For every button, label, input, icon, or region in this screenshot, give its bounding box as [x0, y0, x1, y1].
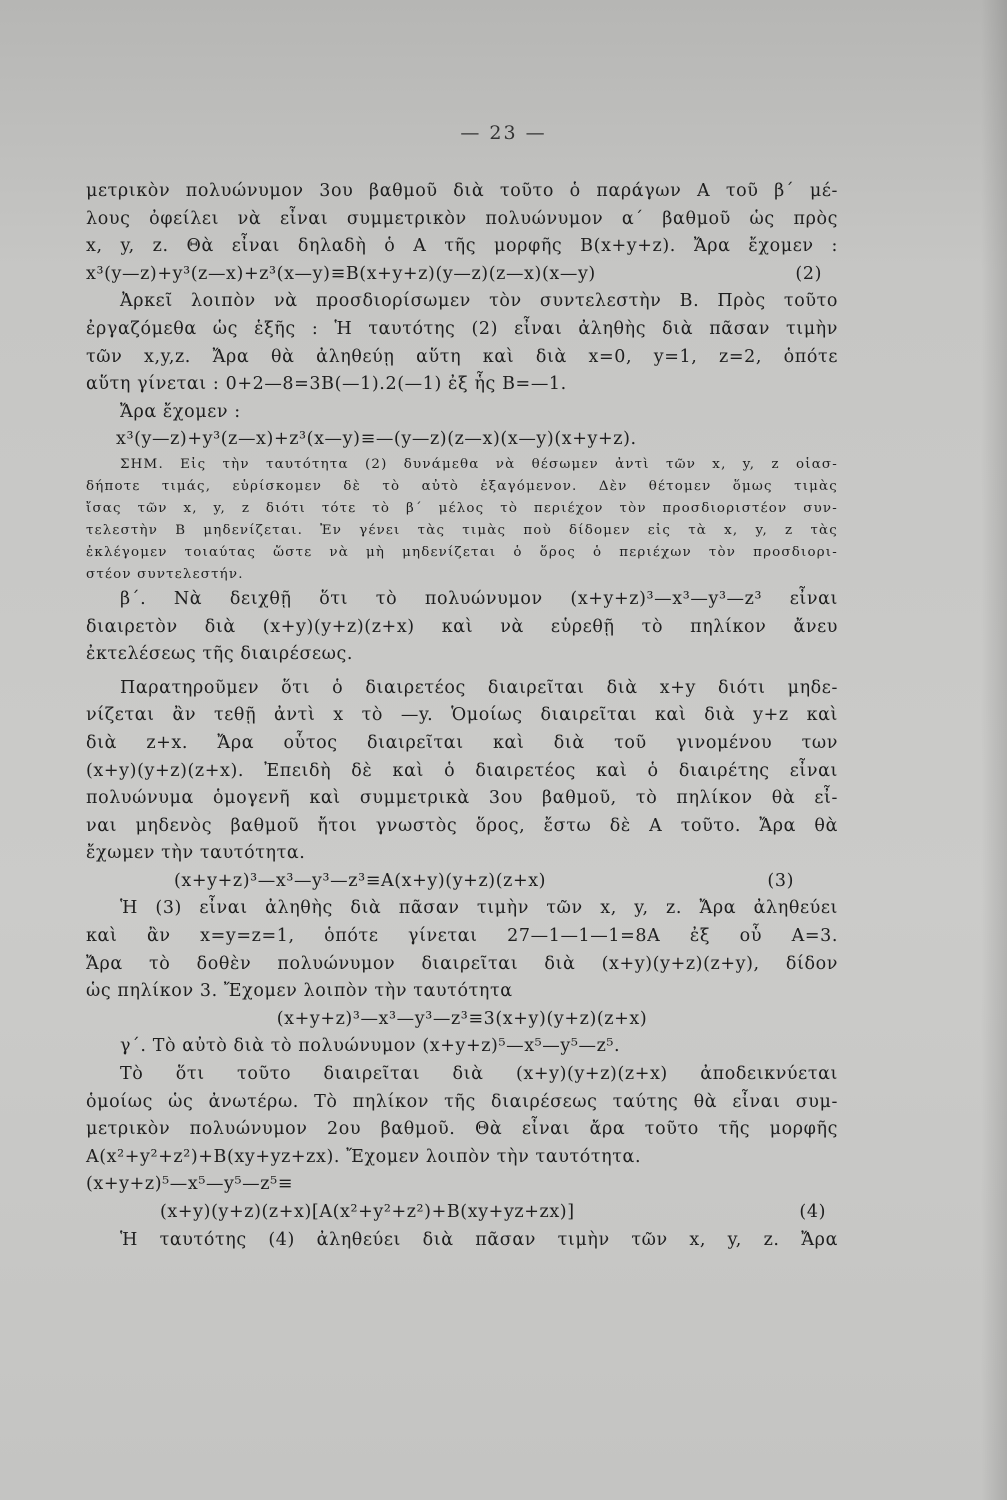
text-line: μετρικὸν πολυώνυμον 2ου βαθμοῦ. Θὰ εἶναι ἄρα τοῦτο τῆς μορφῆς	[86, 1119, 838, 1140]
page-edge-shadow	[981, 0, 1007, 1500]
problem-beta	[86, 586, 838, 669]
text-line: ὁμοίως ὡς ἀνωτέρω. Τὸ πηλίκον τῆς διαιρέσεως ταύτης θὰ εἶναι συμ-	[86, 1091, 838, 1112]
page-body	[86, 178, 838, 1254]
text-line: ἐργαζόμεθα ὡς ἑξῆς : Ἡ ταυτότης (2) εἶναι ἀληθὴς διὰ πᾶσαν τιμὴν	[86, 318, 838, 339]
text-line: Ἄρα τὸ δοθὲν πολυώνυμον διαιρεῖται διὰ (x+y)(y+z)(z+y), δίδον	[86, 953, 838, 974]
note-line: δήποτε τιμάς, εὑρίσκομεν δὲ τὸ αὐτὸ ἐξαγόμενον. Δὲν θέτομεν ὅμως τιμὰς	[86, 478, 838, 494]
text-line: αὕτη γίνεται : 0+2—8=3Β(—1).2(—1) ἐξ ἧς Β=—1.	[86, 374, 567, 395]
text-line: ὡς πηλίκον 3. Ἔχομεν λοιπὸν τὴν ταυτότητα	[86, 981, 513, 1002]
equation-result: x³(y—z)+y³(z—x)+z³(x—y)≡—(y—z)(z—x)(x—y)(x+y+z).	[116, 429, 637, 450]
equation-number: (2)	[795, 263, 822, 284]
text-line: ἐκτελέσεως τῆς διαιρέσεως.	[86, 644, 354, 665]
equation-expression: x³(y—z)+y³(z—x)+z³(x—y)≡Β(x+y+z)(y—z)(z—x)(x—y)	[86, 263, 596, 284]
paragraph	[86, 895, 838, 1005]
text-line: λους ὀφείλει νὰ εἶναι συμμετρικὸν πολυώνυμον α΄ βαθμοῦ ὡς πρὸς	[86, 208, 838, 229]
equation-expression: (x+y)(y+z)(z+x)[Α(x²+y²+z²)+Β(xy+yz+zx)]	[160, 1202, 575, 1222]
text-line: β΄. Νὰ δειχθῇ ὅτι τὸ πολυώνυμον (x+y+z)³—x³—y³—z³ εἶναι	[120, 588, 838, 609]
page-number: — 23 —	[460, 122, 547, 144]
paragraph	[86, 1061, 838, 1171]
text-line: μετρικὸν πολυώνυμον 3ου βαθμοῦ διὰ τοῦτο ὁ παράγων Α τοῦ β΄ μέ-	[86, 181, 838, 201]
paragraph	[86, 178, 838, 261]
equation-3	[86, 868, 838, 896]
text-line: διὰ z+x. Ἄρα οὗτος διαιρεῖται καὶ διὰ τοῦ γινομένου των	[86, 732, 838, 753]
equation-4	[86, 1199, 838, 1227]
text-line: διαιρετὸν διὰ (x+y)(y+z)(z+x) καὶ νὰ εὑρεθῇ τὸ πηλίκον ἄνευ	[86, 616, 838, 637]
footnote-remark	[86, 454, 838, 586]
equation-number: (3)	[767, 870, 794, 891]
equation-identity: (x+y+z)³—x³—y³—z³≡3(x+y)(y+z)(z+x)	[276, 1008, 648, 1029]
text-line: καὶ ἂν x=y=z=1, ὁπότε γίνεται 27—1—1—1=8Α ἐξ οὗ Α=3.	[86, 926, 838, 947]
note-line: τελεστὴν Β μηδενίζεται. Ἐν γένει τὰς τιμὰς ποὺ δίδομεν εἰς τὰ x, y, z τὰς	[86, 522, 838, 538]
text-line: Τὸ ὅτι τοῦτο διαιρεῖται διὰ (x+y)(y+z)(z+x) ἀποδεικνύεται	[120, 1064, 838, 1085]
text-line: πολυώνυμα ὁμογενῆ καὶ συμμετρικὰ 3ου βαθμοῦ, τὸ πηλίκον θὰ εἶ-	[86, 788, 838, 809]
text-line: νίζεται ἂν τεθῇ ἀντὶ x τὸ —y. Ὁμοίως διαιρεῖται καὶ διὰ y+z καὶ	[86, 705, 838, 726]
note-line: στέον συντελεστήν.	[86, 566, 244, 582]
paragraph	[86, 288, 838, 398]
note-line: ἐκλέγομεν τοιαύτας ὥστε νὰ μὴ μηδενίζεται ὁ ὅρος ὁ περιέχων τὸν προσδιορι-	[86, 544, 838, 560]
note-line: ἴσας τῶν x, y, z διότι τότε τὸ β΄ μέλος τὸ περιέχον τὸν προσδιοριστέον συν-	[86, 500, 838, 516]
text-line: ναι μηδενὸς βαθμοῦ ἤτοι γνωστὸς ὅρος, ἔστω δὲ Α τοῦτο. Ἄρα θὰ	[86, 815, 838, 836]
text-line: ἔχωμεν τὴν ταυτότητα.	[86, 843, 306, 864]
text-line: Ἡ (3) εἶναι ἀληθὴς διὰ πᾶσαν τιμὴν τῶν x, y, z. Ἄρα ἀληθεύει	[120, 898, 838, 919]
equation-4-lhs: (x+y+z)⁵—x⁵—y⁵—z⁵≡	[86, 1174, 293, 1195]
equation-number: (4)	[799, 1202, 826, 1222]
problem-gamma: γ΄. Τὸ αὐτὸ διὰ τὸ πολυώνυμον (x+y+z)⁵—x⁵—y⁵—z⁵.	[120, 1036, 621, 1057]
text-line: (x+y)(y+z)(z+x). Ἐπειδὴ δὲ καὶ ὁ διαιρετέος καὶ ὁ διαιρέτης εἶναι	[86, 760, 838, 781]
text-line: τῶν x,y,z. Ἄρα θὰ ἀληθεύῃ αὕτη καὶ διὰ x=0, y=1, z=2, ὁπότε	[86, 346, 838, 367]
text-line: Ἀρκεῖ λοιπὸν νὰ προσδιορίσωμεν τὸν συντελεστὴν Β. Πρὸς τοῦτο	[120, 291, 838, 312]
text-line: Ἡ ταυτότης (4) ἀληθεύει διὰ πᾶσαν τιμὴν τῶν x, y, z. Ἄρα	[120, 1229, 838, 1250]
text-line: Α(x²+y²+z²)+Β(xy+yz+zx). Ἔχομεν λοιπὸν τὴν ταυτότητα.	[86, 1146, 642, 1167]
note-line: ΣΗΜ. Εἰς τὴν ταυτότητα (2) δυνάμεθα νὰ θέσωμεν ἀντὶ τῶν x, y, z οἱασ-	[120, 456, 838, 472]
equation-expression: (x+y+z)³—x³—y³—z³≡Α(x+y)(y+z)(z+x)	[174, 870, 547, 891]
text-line: Ἄρα ἔχομεν :	[120, 401, 241, 422]
equation-2	[86, 261, 838, 289]
text-line: x, y, z. Θὰ εἶναι δηλαδὴ ὁ Α τῆς μορφῆς Β(x+y+z). Ἄρα ἔχομεν :	[86, 236, 838, 257]
paragraph	[86, 675, 838, 868]
text-line: Παρατηροῦμεν ὅτι ὁ διαιρετέος διαιρεῖται διὰ x+y διότι μηδε-	[120, 677, 838, 698]
